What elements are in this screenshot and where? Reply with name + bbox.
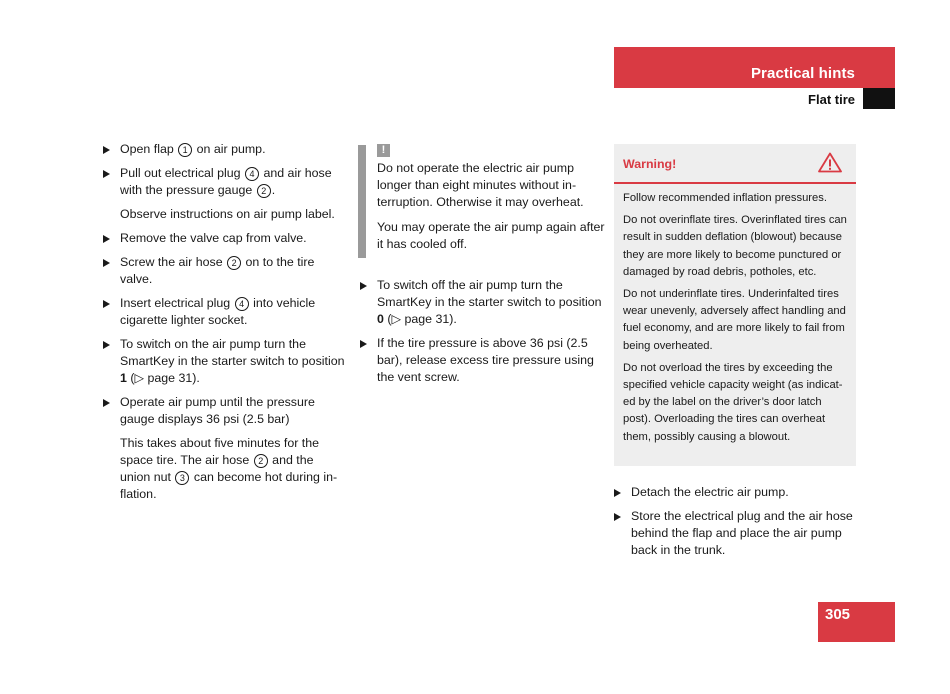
- callout-number: 2: [254, 454, 268, 468]
- warning-paragraph: Do not underinflate tires. Underinfalted tires wear unevenly, adversely affect handling and fuel economy, and are more likely to fail from being overheated.: [623, 288, 846, 352]
- notice-text: You may operate the air pump again after it has cooled off.: [377, 220, 605, 251]
- warning-paragraph: Follow recommended inflation pressures.: [623, 192, 827, 204]
- step-detach-pump: Detach the electric air pump.: [614, 484, 856, 501]
- warning-paragraph: Do not overload the tires by exceeding the specified vehicle capacity weight (as indicated by the label on the driver’s door latch post). Overloading the tires can overheat them, possibly causing a blowout.: [623, 361, 843, 443]
- column-3-steps: [614, 484, 856, 559]
- column-2: [360, 141, 605, 393]
- warning-triangle-icon: [818, 152, 842, 173]
- bullet-arrow-icon: [360, 340, 367, 348]
- bullet-arrow-icon: [103, 341, 110, 349]
- step-store-pump: Store the electrical plug and the air hose behind the flap and place the air pump back in the trunk.: [614, 508, 856, 559]
- subsection-marker: [863, 88, 895, 109]
- step-pull-plug: Pull out electrical plug 4 and air hose with the pressure gauge 2 .: [103, 165, 346, 199]
- step-note: This takes about five minutes for the space tire. The air hose 2 and the union nut 3 can become hot during inflation.: [120, 436, 338, 501]
- column-3: [614, 144, 856, 566]
- step-operate-pump: Operate air pump until the pressure gauge displays 36 psi (2.5 bar): [103, 394, 346, 428]
- warning-body: [614, 184, 856, 446]
- bullet-arrow-icon: [103, 235, 110, 243]
- bullet-arrow-icon: [614, 513, 621, 521]
- callout-number: 3: [175, 471, 189, 485]
- notice-text: Do not operate the electric air pump longer than eight minutes without interruption. Otherwise it may overheat.: [377, 161, 584, 209]
- callout-number: 4: [245, 167, 259, 181]
- warning-header: [614, 144, 856, 184]
- callout-number: 4: [235, 297, 249, 311]
- page-number: 305: [825, 606, 851, 623]
- step-open-flap: Open flap 1 on air pump.: [103, 141, 346, 158]
- callout-number: 2: [227, 256, 241, 270]
- bullet-arrow-icon: [360, 282, 367, 290]
- column-1: [103, 141, 346, 510]
- callout-number: 1: [178, 143, 192, 157]
- notice-bar: [358, 145, 366, 258]
- step-screw-hose: Screw the air hose 2 on to the tire valve.: [103, 254, 346, 288]
- header-banner: [614, 47, 895, 88]
- step-release-pressure: If the tire pressure is above 36 psi (2.5 bar), release excess tire pressure using the vent screw.: [360, 335, 605, 386]
- bullet-arrow-icon: [103, 170, 110, 178]
- warning-paragraph: Do not overinflate tires. Overinflated tires can result in sudden deflation (blowout) because they are more likely to become punctured or damaged by road debris, potholes, etc.: [623, 214, 847, 278]
- page-number-box: [818, 602, 895, 642]
- subsection-title: Flat tire: [808, 92, 855, 107]
- step-remove-cap: Remove the valve cap from valve.: [103, 230, 346, 247]
- warning-box: [614, 144, 856, 466]
- bullet-arrow-icon: [103, 146, 110, 154]
- warning-title: Warning!: [623, 157, 677, 171]
- callout-number: 2: [257, 184, 271, 198]
- bullet-arrow-icon: [103, 300, 110, 308]
- step-note: Observe instructions on air pump label.: [120, 207, 335, 221]
- bullet-arrow-icon: [103, 259, 110, 267]
- bullet-arrow-icon: [103, 399, 110, 407]
- notice-box: [360, 141, 605, 253]
- section-title: Practical hints: [750, 65, 855, 82]
- step-switch-off: To switch off the air pump turn the SmartKey in the starter switch to position 0 (▷ page 31).: [360, 277, 605, 328]
- exclamation-icon: !: [377, 144, 390, 157]
- step-insert-plug: Insert electrical plug 4 into vehicle cigarette lighter socket.: [103, 295, 346, 329]
- bullet-arrow-icon: [614, 489, 621, 497]
- step-switch-on: To switch on the air pump turn the SmartKey in the starter switch to position 1 (▷ page 31).: [103, 336, 346, 387]
